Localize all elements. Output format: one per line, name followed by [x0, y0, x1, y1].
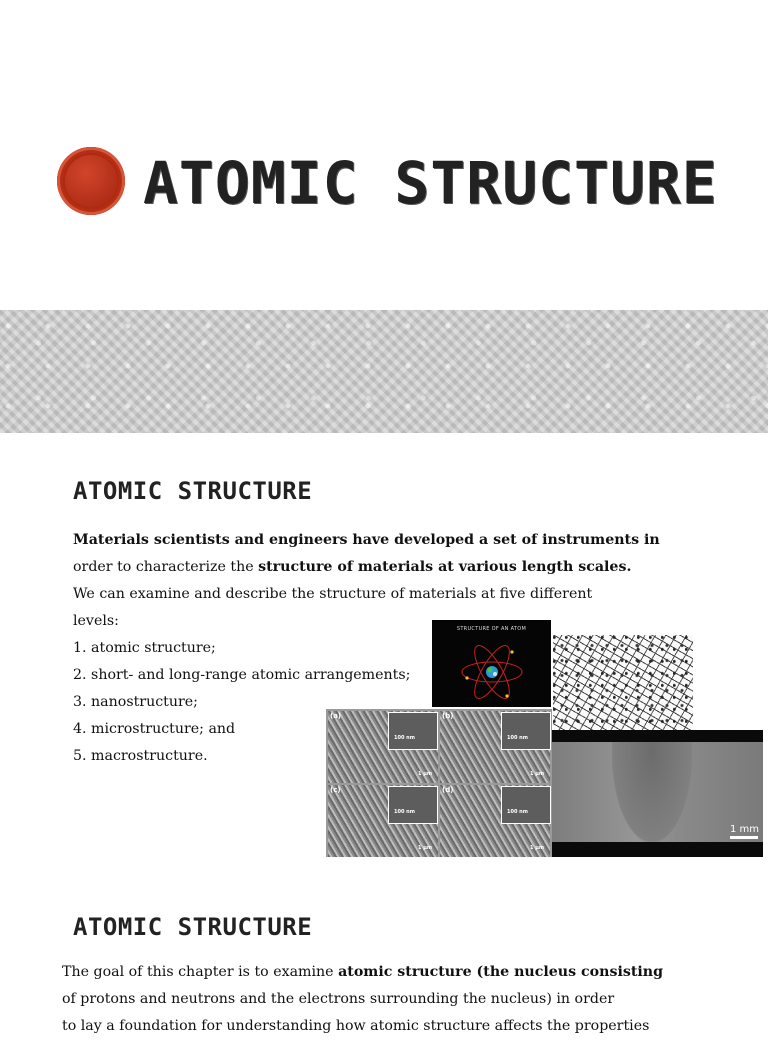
- bold-fragment: structure of materials at various length scales.: [258, 559, 632, 575]
- atom-image-title: STRUCTURE OF AN ATOM: [456, 626, 527, 632]
- list-item: 5. macrostructure.: [73, 748, 208, 764]
- title-slide: [0, 0, 768, 310]
- scale-label: 1 mm: [729, 824, 759, 835]
- weld-macrostructure-image: [552, 730, 763, 857]
- content-slide-goal: [0, 873, 768, 1034]
- text-line: of protons and neutrons and the electrons surrounding the nucleus) in order: [62, 991, 615, 1007]
- bold-intro: Materials scientists and engineers have developed a set of instruments in: [73, 532, 660, 548]
- atom-diagram-image: [432, 620, 551, 707]
- text-line: levels:: [73, 613, 119, 629]
- text-fragment: The goal of this chapter is to examine: [62, 964, 339, 980]
- scale-label: 100 nm: [394, 735, 415, 741]
- slide-body-text: [62, 959, 712, 1040]
- scale-bar: [730, 824, 759, 839]
- bold-fragment: atomic structure (the nucleus consisting: [338, 964, 663, 980]
- list-item: 3. nanostructure;: [73, 694, 198, 710]
- scale-label: 1 µm: [418, 771, 433, 777]
- list-item: 4. microstructure; and: [73, 721, 236, 737]
- text-fragment: order to characterize the: [73, 559, 259, 575]
- list-item: 2. short- and long-range atomic arrangements;: [73, 667, 411, 683]
- slide-title: ATOMIC STRUCTURE: [143, 149, 718, 217]
- panel-label: (c): [330, 786, 341, 794]
- scale-label: 100 nm: [394, 809, 415, 815]
- scale-label: 1 µm: [530, 845, 545, 851]
- list-item: 1. atomic structure;: [73, 640, 216, 656]
- atom-orbit-icon: [432, 620, 551, 707]
- sem-nanostructure-image: [326, 709, 552, 857]
- slide-heading: ATOMIC STRUCTURE: [73, 477, 313, 505]
- content-slide-levels: [0, 433, 768, 873]
- red-circle-bullet-icon: [57, 147, 125, 215]
- scale-label: 1 µm: [418, 845, 433, 851]
- text-line: We can examine and describe the structure of materials at five different: [73, 586, 593, 602]
- scale-label: 1 µm: [530, 771, 545, 777]
- panel-label: (a): [330, 712, 342, 720]
- panel-label: (b): [442, 712, 454, 720]
- scale-label: 100 nm: [507, 809, 528, 815]
- grain-microstructure-image: [553, 635, 693, 731]
- scale-label: 100 nm: [507, 735, 528, 741]
- panel-label: (d): [442, 786, 454, 794]
- text-line: to lay a foundation for understanding how atomic structure affects the properties: [62, 1018, 650, 1034]
- textured-divider-band: [0, 310, 768, 433]
- slide-heading: ATOMIC STRUCTURE: [73, 913, 313, 941]
